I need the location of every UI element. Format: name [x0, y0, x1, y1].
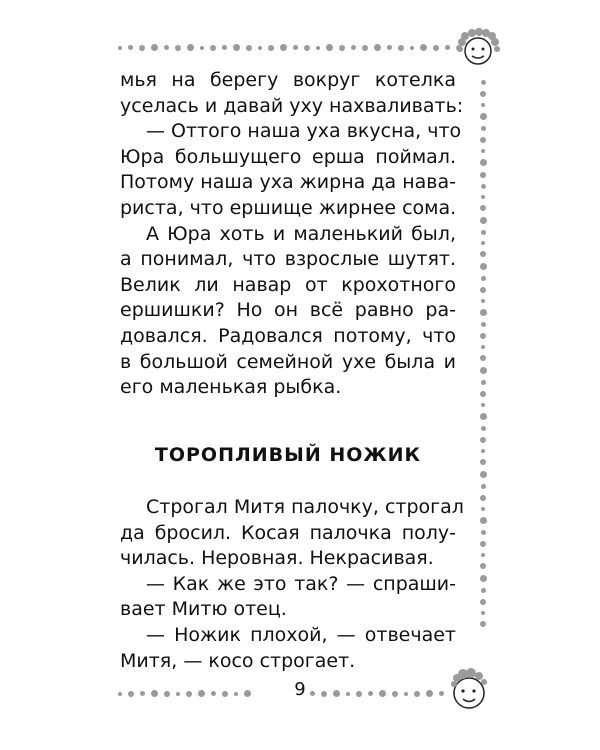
text-line: да бросил. Косая палочка полу-	[120, 521, 456, 544]
bottom-dotted-border-right	[310, 690, 444, 697]
text-line: Юра большущего ерша поймал.	[120, 145, 456, 168]
text-line: — Ножик плохой, — отвечает	[146, 623, 456, 646]
text-line: Велик ли навар от крохотного	[120, 273, 456, 296]
text-line: вает Митю отец.	[120, 598, 287, 621]
right-dotted-border	[478, 80, 488, 627]
page-number: 9	[294, 679, 306, 700]
story-body	[120, 495, 464, 674]
text-line: Строгал Митя палочку, строгал	[146, 496, 464, 518]
text-line: — Как же это так? — спраши-	[146, 572, 456, 595]
text-line: А Юра хоть и маленький был,	[146, 222, 456, 245]
text-line: а понимал, что взрослые шутят.	[120, 248, 456, 271]
story-title: ТОРОПЛИВЫЙ НОЖИК	[154, 444, 422, 466]
text-line: довался. Радовался потому, что	[120, 324, 456, 347]
text-line: ершишки? Но он всё равно ра-	[120, 299, 456, 322]
text-line: его маленькая рыбка.	[120, 376, 342, 399]
bottom-dotted-border-left	[118, 690, 251, 697]
top-dotted-border	[118, 44, 462, 51]
story-continuation	[120, 68, 464, 401]
text-line: уселась и давай уху нахваливать:	[120, 94, 464, 117]
text-line: риста, что ершище жирнее сома.	[120, 196, 457, 219]
text-line: в большой семейной ухе была и	[120, 350, 456, 373]
text-line: Митя, — косо строгает.	[120, 649, 356, 672]
girl-face-icon	[456, 28, 500, 74]
text-line: мья на берегу вокруг котелка	[120, 69, 456, 91]
text-line: чилась. Неровная. Некрасивая.	[120, 547, 434, 570]
text-line: Потому наша уха жирна да нава-	[120, 171, 456, 194]
text-line: — Оттого наша уха вкусна, что	[146, 120, 462, 143]
